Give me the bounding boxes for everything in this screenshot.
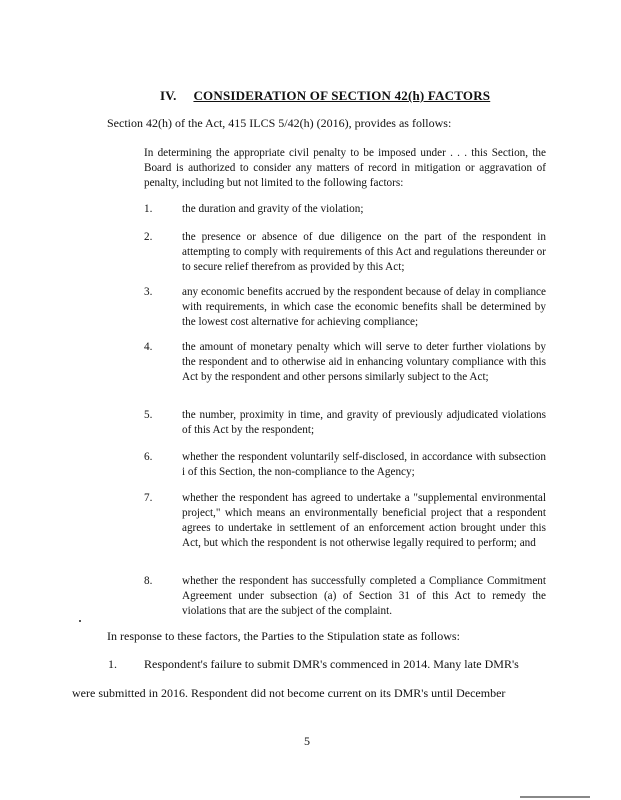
factor-number: 5. xyxy=(144,409,153,421)
factor-number: 6. xyxy=(144,451,153,463)
factor-item-3 xyxy=(144,285,546,330)
response-intro: In response to these factors, the Parties to the Stipulation state as follows: xyxy=(107,629,460,643)
factor-item-1 xyxy=(144,202,546,217)
factor-text: whether the respondent voluntarily self-disclosed, in accordance with subsection i of this Section, the non-compliance to the Agency; xyxy=(182,451,546,478)
factor-text: the number, proximity in time, and gravity of previously adjudicated violations of this Act by the respondent; xyxy=(182,409,546,436)
factor-number: 2. xyxy=(144,231,153,243)
factor-text: whether the respondent has agreed to undertake a "supplemental environmental project," which means an environmentally beneficial project that a respondent agrees to undertake in settlement of an enforcement action brought under this Act, but which the respondent is not otherwise legally required to perform; and xyxy=(182,492,546,549)
paragraph-1-text-line-2: were submitted in 2016. Respondent did not become current on its DMR's until December xyxy=(72,686,506,700)
paragraph-1-text-line-1: Respondent's failure to submit DMR's commenced in 2014. Many late DMR's xyxy=(144,657,519,671)
section-title: CONSIDERATION OF SECTION 42(h) FACTORS xyxy=(193,88,491,103)
section-number: IV. xyxy=(160,88,177,103)
factor-item-2 xyxy=(144,230,546,275)
factor-item-4 xyxy=(144,340,546,385)
factor-item-6 xyxy=(144,450,546,480)
factor-text: the amount of monetary penalty which will serve to deter further violations by the respondent and to otherwise aid in enhancing voluntary compliance with this Act by the respondent and other persons similarly subject to the Act; xyxy=(182,341,546,383)
factor-text: whether the respondent has successfully completed a Compliance Commitment Agreement under subsection (a) of Section 31 of this Act to remedy the violations that are the subject of the complaint. xyxy=(182,575,546,617)
factor-item-7 xyxy=(144,491,546,551)
paragraph-number: 1. xyxy=(108,657,117,671)
section-heading xyxy=(160,88,490,104)
page-number: 5 xyxy=(304,734,310,748)
intro-text: Section 42(h) of the Act, 415 ILCS 5/42(h) (2016), provides as follows: xyxy=(107,116,452,130)
factor-number: 4. xyxy=(144,341,153,353)
scan-speck xyxy=(79,620,81,622)
factor-number: 3. xyxy=(144,286,153,298)
factor-text: the presence or absence of due diligence on the part of the respondent in attempting to comply with requirements of this Act and regulations thereunder or to secure relief therefrom as provided by this Act; xyxy=(182,231,546,273)
factor-text: the duration and gravity of the violation; xyxy=(182,203,364,215)
statute-quote: In determining the appropriate civil penalty to be imposed under . . . this Section, the Board is authorized to consider any matters of record in mitigation or aggravation of penalty, including but not limited to the following factors: xyxy=(144,147,546,189)
factor-item-5 xyxy=(144,408,546,438)
paragraph-1-line-1 xyxy=(108,657,548,672)
scan-edge-artifact xyxy=(520,796,590,798)
factor-number: 1. xyxy=(144,203,153,215)
factor-item-8 xyxy=(144,574,546,619)
factor-text: any economic benefits accrued by the respondent because of delay in compliance with requirements, in which case the economic benefits shall be determined by the lowest cost alternative for achieving compliance; xyxy=(182,286,546,328)
factor-number: 8. xyxy=(144,575,153,587)
factor-number: 7. xyxy=(144,492,153,504)
